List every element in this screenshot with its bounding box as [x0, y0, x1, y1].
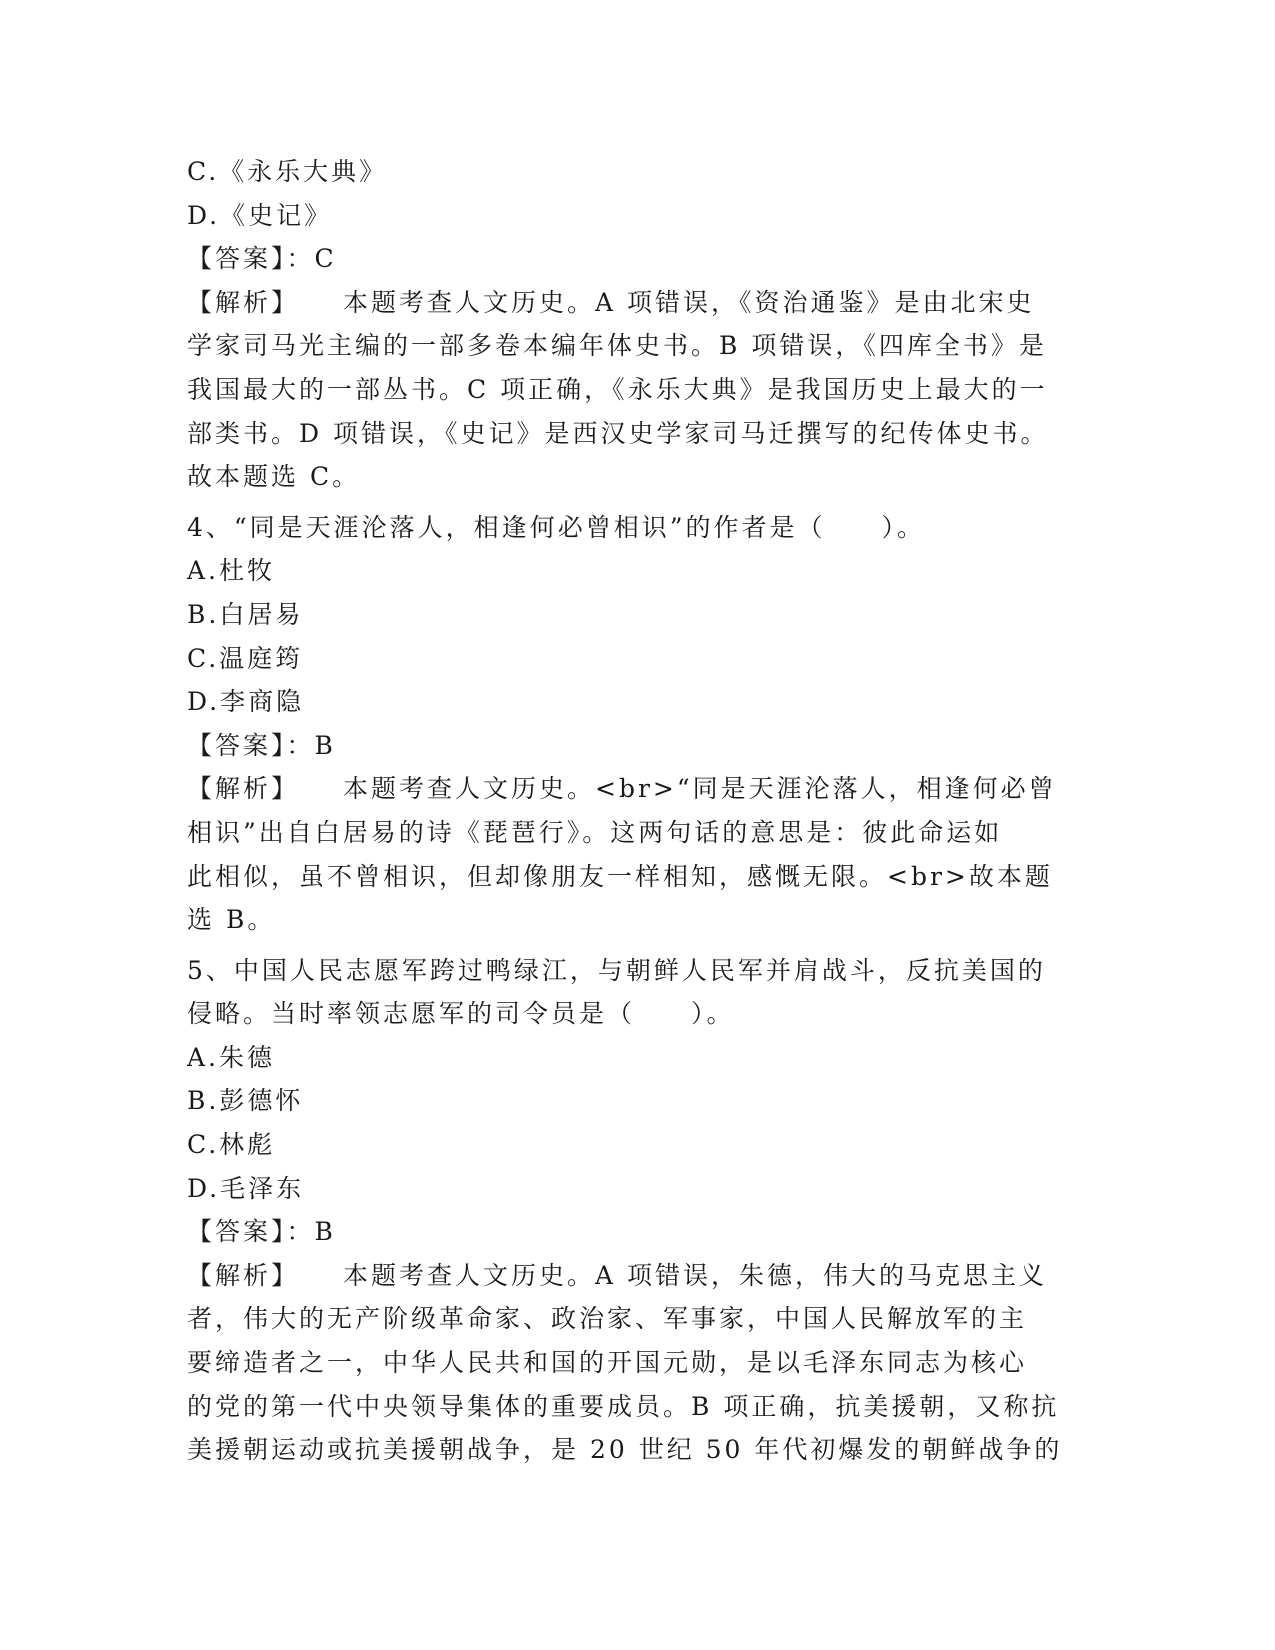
answer-line — [187, 724, 1087, 768]
analysis-line: 选 B。 — [187, 905, 276, 935]
option-c: C.林彪 — [187, 1130, 276, 1160]
analysis-block — [187, 1254, 1087, 1472]
answer-label: 【答案】 — [187, 1217, 287, 1247]
answer-line — [187, 237, 1087, 281]
question-text: 4、“同是天涯沦落人，相逢何必曾相识”的作者是（ ）。 — [187, 512, 925, 542]
analysis-line — [187, 767, 1087, 811]
answer-label: 【答案】 — [187, 244, 287, 274]
question-4 — [187, 506, 1087, 942]
analysis-line: 学家司马光主编的一部多卷本编年体史书。B 项错误，《四库全书》是 — [187, 331, 1047, 361]
analysis-line: 者，伟大的无产阶级革命家、政治家、军事家，中国人民解放军的主 — [187, 1304, 1028, 1334]
analysis-text: 本题考查人文历史。<br>“同是天涯沦落人，相逢何必曾 — [343, 774, 1057, 804]
analysis-line: 我国最大的一部丛书。C 项正确，《永乐大典》是我国历史上最大的一 — [187, 374, 1048, 404]
analysis-line: 相识”出自白居易的诗《琵琶行》。这两句话的意思是：彼此命运如 — [187, 817, 1003, 847]
question-text: 5、中国人民志愿军跨过鸭绿江，与朝鲜人民军并肩战斗，反抗美国的 — [187, 955, 1046, 985]
analysis-line: 要缔造者之一，中华人民共和国的开国元勋，是以毛泽东同志为核心 — [187, 1348, 1028, 1378]
option-d: D.李商隐 — [187, 687, 305, 717]
analysis-line: 美援朝运动或抗美援朝战争，是 20 世纪 50 年代初爆发的朝鲜战争的 — [187, 1435, 1063, 1465]
answer-value: ：C — [286, 244, 337, 274]
analysis-line — [187, 1254, 1087, 1298]
analysis-label: 【解析】 — [187, 1260, 300, 1290]
analysis-text: 本题考查人文历史。A 项错误，朱德，伟大的马克思主义 — [343, 1260, 1048, 1290]
answer-label: 【答案】 — [187, 730, 287, 760]
analysis-label: 【解析】 — [187, 287, 300, 317]
answer-value: ：B — [286, 730, 336, 760]
option-b: B.彭德怀 — [187, 1086, 304, 1116]
answer-line — [187, 1210, 1087, 1254]
option-b: B.白居易 — [187, 599, 304, 629]
question-text: 侵略。当时率领志愿军的司令员是（ ）。 — [187, 999, 735, 1029]
option-c: C.《永乐大典》 — [187, 157, 388, 186]
analysis-line: 故本题选 C。 — [187, 462, 361, 492]
option-c: C.温庭筠 — [187, 643, 304, 673]
question-3 — [187, 150, 1087, 499]
analysis-line: 部类书。D 项错误，《史记》是西汉史学家司马迁撰写的纪传体史书。 — [187, 418, 1049, 448]
analysis-block — [187, 281, 1087, 499]
answer-value: ：B — [286, 1217, 336, 1247]
analysis-line: 的党的第一代中央领导集体的重要成员。B 项正确，抗美援朝，又称抗 — [187, 1391, 1060, 1421]
analysis-block — [187, 767, 1087, 941]
question-5 — [187, 949, 1087, 1472]
option-d: D.《史记》 — [187, 200, 333, 230]
document-page — [187, 150, 1087, 1472]
option-a: A.杜牧 — [187, 556, 276, 586]
analysis-text: 本题考查人文历史。A 项错误，《资治通鉴》是由北宋史 — [343, 287, 1035, 317]
option-d: D.毛泽东 — [187, 1173, 305, 1203]
option-a: A.朱德 — [187, 1042, 276, 1072]
analysis-line — [187, 281, 1087, 325]
analysis-label: 【解析】 — [187, 774, 300, 804]
analysis-line: 此相似，虽不曾相识，但却像朋友一样相知，感慨无限。<br>故本题 — [187, 861, 1053, 891]
